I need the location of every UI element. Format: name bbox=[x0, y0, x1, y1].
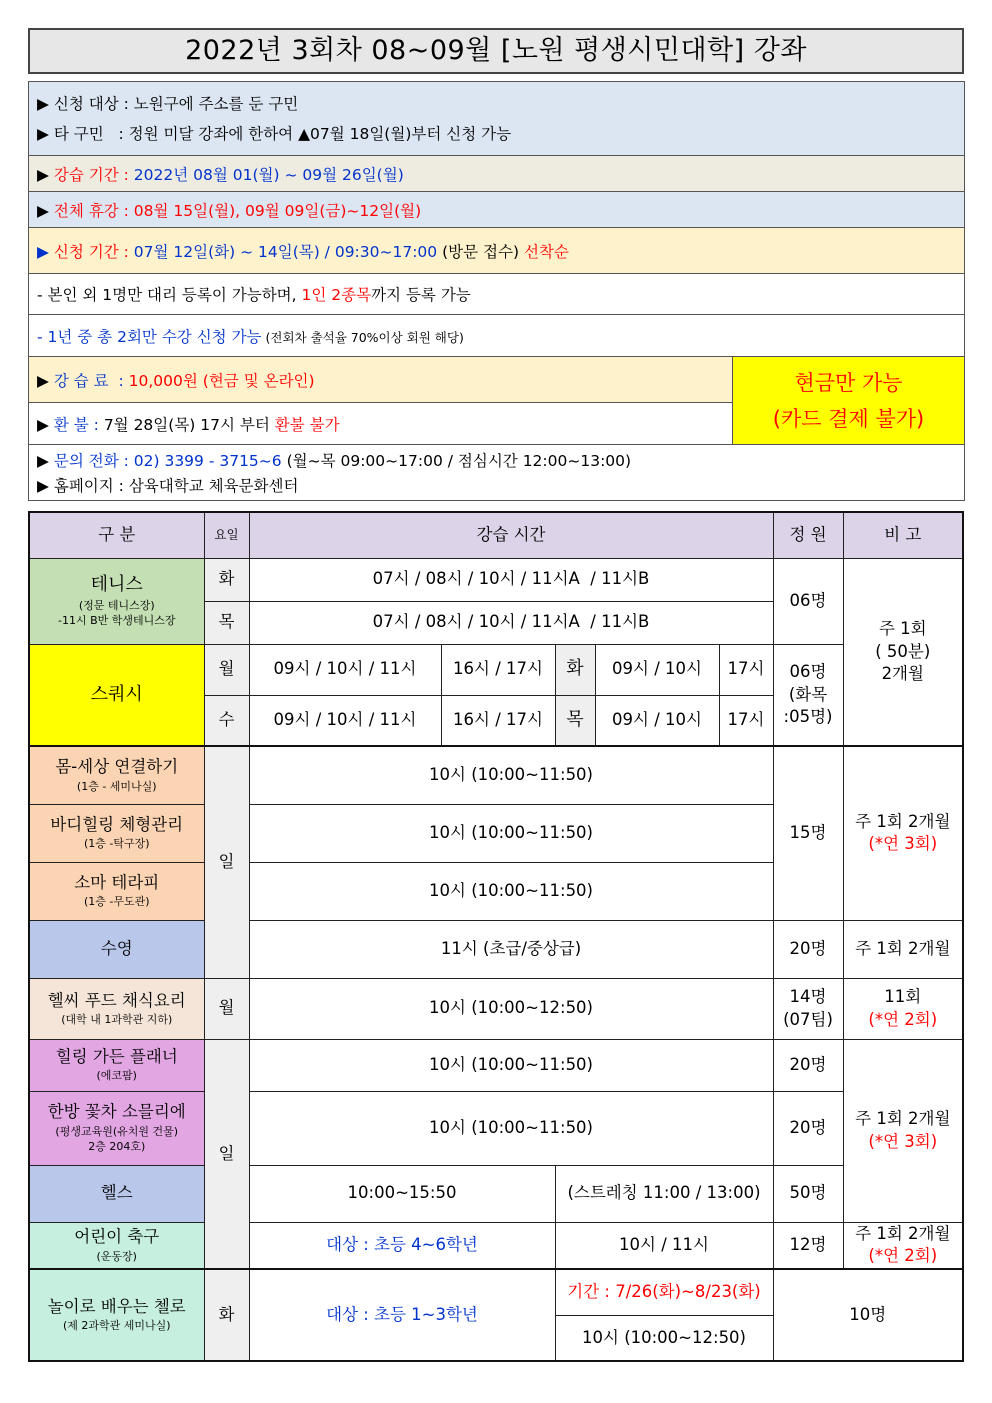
tennis-day-tue: 화 bbox=[204, 558, 249, 601]
group1-day: 일 bbox=[204, 746, 249, 978]
soma-therapy-time: 10시 (10:00~11:50) bbox=[249, 862, 773, 920]
header-day: 요일 bbox=[204, 512, 249, 558]
squash-mon-morning: 09시 / 10시 / 11시 bbox=[249, 644, 441, 695]
garden-planner-time: 10시 (10:00~11:50) bbox=[249, 1039, 773, 1091]
flower-tea-time: 10시 (10:00~11:50) bbox=[249, 1091, 773, 1165]
target-line: ▶ 신청 대상 : 노원구에 주소를 둔 구민 bbox=[37, 94, 299, 113]
squash-day-wed: 수 bbox=[204, 695, 249, 746]
header-note: 비 고 bbox=[843, 512, 963, 558]
cello-day: 화 bbox=[204, 1269, 249, 1361]
fee-line: ▶ 강 습 료 : 10,000원 (현금 및 온라인) bbox=[29, 357, 733, 403]
garden-planner-category: 힐링 가든 플래너 (에코팜) bbox=[29, 1039, 204, 1091]
squash-day-mon: 월 bbox=[204, 644, 249, 695]
body-healing-time: 10시 (10:00~11:50) bbox=[249, 804, 773, 862]
healthy-food-day: 월 bbox=[204, 978, 249, 1039]
squash-tue-afternoon: 17시 bbox=[719, 644, 773, 695]
tennis-day-thu: 목 bbox=[204, 601, 249, 644]
tennis-category: 테니스 (정문 테니스장) -11시 B반 학생테니스장 bbox=[29, 558, 204, 644]
contact-line: ▶ 문의 전화 : 02) 3399 - 3715~6 (월~목 09:00~17:00 / 점심시간 12:00~13:00) bbox=[37, 451, 632, 470]
cello-capacity: 10명 bbox=[773, 1269, 963, 1361]
header-capacity: 정 원 bbox=[773, 512, 843, 558]
cash-only-notice bbox=[733, 357, 965, 445]
tennis-capacity: 06명 bbox=[773, 558, 843, 644]
squash-category: 스쿼시 bbox=[29, 644, 204, 746]
eligibility-section bbox=[29, 82, 965, 156]
cello-period: 기간 : 7/26(화)~8/23(화) bbox=[555, 1269, 773, 1315]
gym-stretching: (스트레칭 11:00 / 13:00) bbox=[555, 1165, 773, 1222]
healthy-food-capacity: 14명 (07팀) bbox=[773, 978, 843, 1039]
body-healing-category: 바디힐링 체형관리 (1층 -탁구장) bbox=[29, 804, 204, 862]
healthy-food-category: 헬씨 푸드 채식요리 (대학 내 1과학관 지하) bbox=[29, 978, 204, 1039]
tennis-time-tue: 07시 / 08시 / 10시 / 11시A / 11시B bbox=[249, 558, 773, 601]
schedule-table bbox=[28, 511, 964, 1362]
squash-day-tue: 화 bbox=[555, 644, 595, 695]
holiday-line: ▶ 전체 휴강 : 08월 15일(월), 09월 09일(금)~12일(월) bbox=[29, 192, 965, 228]
kids-soccer-category: 어린이 축구 (운동장) bbox=[29, 1222, 204, 1269]
squash-wed-afternoon: 16시 / 17시 bbox=[441, 695, 555, 746]
garden-planner-capacity: 20명 bbox=[773, 1039, 843, 1091]
gym-capacity: 50명 bbox=[773, 1165, 843, 1222]
kids-soccer-target: 대상 : 초등 4~6학년 bbox=[249, 1222, 555, 1269]
swimming-capacity: 20명 bbox=[773, 920, 843, 978]
homepage-line: ▶ 홈페이지 : 삼육대학교 체육문화센터 bbox=[37, 476, 299, 495]
tennis-squash-note: 주 1회 ( 50분) 2개월 bbox=[843, 558, 963, 746]
squash-capacity: 06명 (화목 :05명) bbox=[773, 644, 843, 746]
body-world-time: 10시 (10:00~11:50) bbox=[249, 746, 773, 804]
page-title: 2022년 3회차 08~09월 [노원 평생시민대학] 강좌 bbox=[28, 28, 964, 74]
squash-thu-afternoon: 17시 bbox=[719, 695, 773, 746]
kids-soccer-time: 10시 / 11시 bbox=[555, 1222, 773, 1269]
header-time: 강습 시간 bbox=[249, 512, 773, 558]
kids-soccer-capacity: 12명 bbox=[773, 1222, 843, 1269]
healthy-food-time: 10시 (10:00~12:50) bbox=[249, 978, 773, 1039]
proxy-line: - 본인 외 1명만 대리 등록이 가능하며, 1인 2종목까지 등록 가능 bbox=[29, 274, 965, 315]
healthy-food-note: 11회 (*연 2회) bbox=[843, 978, 963, 1039]
cello-category: 놀이로 배우는 첼로 (제 2과학관 세미나실) bbox=[29, 1269, 204, 1361]
yearly-limit-line: - 1년 중 총 2회만 수강 신청 가능 (전회차 출석율 70%이상 회원 해당) bbox=[29, 315, 965, 357]
group1-note: 주 1회 2개월 (*연 3회) bbox=[843, 746, 963, 920]
squash-mon-afternoon: 16시 / 17시 bbox=[441, 644, 555, 695]
cello-target: 대상 : 초등 1~3학년 bbox=[249, 1269, 555, 1361]
flower-tea-capacity: 20명 bbox=[773, 1091, 843, 1165]
group2-note: 주 1회 2개월 (*연 3회) bbox=[843, 1039, 963, 1222]
cash-only-line1: 현금만 가능 bbox=[794, 370, 903, 395]
swimming-note: 주 1회 2개월 bbox=[843, 920, 963, 978]
course-period-line: ▶ 강습 기간 : 2022년 08월 01(월) ~ 09월 26일(월) bbox=[29, 156, 965, 192]
group1-capacity: 15명 bbox=[773, 746, 843, 920]
flower-tea-category: 한방 꽃차 소믈리에 (평생교육원(유치원 건물) 2층 204호) bbox=[29, 1091, 204, 1165]
kids-soccer-note: 주 1회 2개월 (*연 2회) bbox=[843, 1222, 963, 1269]
gym-time: 10:00~15:50 bbox=[249, 1165, 555, 1222]
gym-category: 헬스 bbox=[29, 1165, 204, 1222]
header-category: 구 분 bbox=[29, 512, 204, 558]
squash-wed-morning: 09시 / 10시 / 11시 bbox=[249, 695, 441, 746]
cash-only-line2: (카드 결제 불가) bbox=[772, 406, 925, 431]
squash-day-thu: 목 bbox=[555, 695, 595, 746]
tennis-time-thu: 07시 / 08시 / 10시 / 11시A / 11시B bbox=[249, 601, 773, 644]
body-world-category: 몸-세상 연결하기 (1층 - 세미나실) bbox=[29, 746, 204, 804]
other-district-line: ▶ 타 구민 : 정원 미달 강좌에 한하여 ▲07월 18일(월)부터 신청 가능 bbox=[37, 124, 512, 143]
refund-line: ▶ 환 불 : 7월 28일(목) 17시 부터 환불 불가 bbox=[29, 403, 733, 445]
soma-therapy-category: 소마 테라피 (1층 -무도관) bbox=[29, 862, 204, 920]
info-table bbox=[28, 81, 965, 501]
swimming-time: 11시 (초급/중상급) bbox=[249, 920, 773, 978]
apply-period-line: ▶ 신청 기간 : 07월 12일(화) ~ 14일(목) / 09:30~17:00 (방문 접수) 선착순 bbox=[29, 228, 965, 274]
swimming-category: 수영 bbox=[29, 920, 204, 978]
group2-day: 일 bbox=[204, 1039, 249, 1269]
contact-section bbox=[29, 445, 965, 501]
cello-time: 10시 (10:00~12:50) bbox=[555, 1315, 773, 1361]
squash-thu-morning: 09시 / 10시 bbox=[595, 695, 719, 746]
squash-tue-morning: 09시 / 10시 bbox=[595, 644, 719, 695]
